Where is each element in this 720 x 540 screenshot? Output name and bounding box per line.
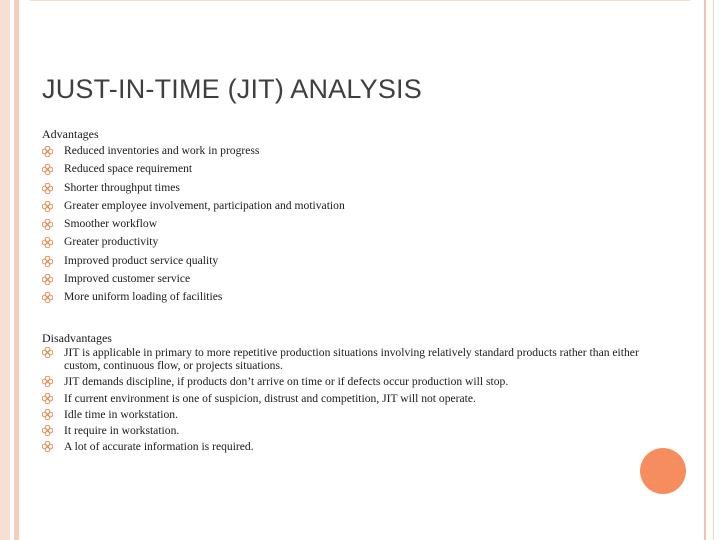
bullet-flower-icon [42,425,53,436]
advantage-item-text: Smoother workflow [64,217,158,231]
advantage-item [42,215,642,233]
advantages-list [42,142,642,307]
disadvantage-item [42,392,642,405]
disadvantage-item-text: It require in workstation. [64,424,180,438]
bullet-flower-icon [42,409,53,420]
disadvantage-item-text: A lot of accurate information is required. [64,440,254,454]
bullet-flower-icon [42,347,53,358]
advantage-item [42,142,642,160]
left-decor-stripe-thin [14,0,19,540]
bullet-flower-icon [42,201,53,212]
advantage-item [42,197,642,215]
advantage-item-text: Greater productivity [64,235,159,249]
right-frame-line-outer [713,0,714,540]
bullet-flower-icon [42,256,53,267]
top-frame-line [30,0,690,1]
advantage-item-text: Improved customer service [64,272,191,286]
advantage-item-text: Shorter throughput times [64,180,180,194]
bullet-flower-icon [42,146,53,157]
bullet-flower-icon [42,441,53,452]
left-decor-stripe [0,0,10,540]
disadvantages-heading: Disadvantages [42,331,112,345]
disadvantage-item [42,375,642,388]
bullet-flower-icon [42,164,53,175]
bullet-flower-icon [42,219,53,230]
advantage-item-text: Reduced inventories and work in progress [64,144,260,157]
advantage-item [42,233,642,251]
bullet-flower-icon [42,376,53,387]
advantage-item [42,252,642,270]
advantage-item-text: Reduced space requirement [64,162,193,176]
disadvantage-item-text: JIT demands discipline, if products don’t arrive on time or if defects occur production will stop. [64,375,509,389]
advantages-heading: Advantages [42,127,99,141]
right-frame-line [704,0,706,540]
disadvantage-item-text: Idle time in workstation. [64,407,178,421]
disadvantages-list [42,346,642,453]
disadvantage-item-text: If current environment is one of suspicion, distrust and competition, JIT will not operate. [64,391,476,405]
advantage-item [42,179,642,197]
disadvantage-item [42,424,642,437]
bullet-flower-icon [42,292,53,303]
advantages-section [42,127,642,307]
advantage-item [42,288,642,306]
bullet-flower-icon [42,274,53,285]
disadvantage-item [42,408,642,421]
bullet-flower-icon [42,183,53,194]
bullet-flower-icon [42,393,53,404]
advantage-item [42,270,642,288]
advantage-item-text: Improved product service quality [64,253,219,267]
slide-title: JUST-IN-TIME (JIT) ANALYSIS [42,74,422,104]
disadvantage-item [42,346,642,372]
decorative-circle [640,448,686,494]
bullet-flower-icon [42,237,53,248]
disadvantages-section [42,331,642,457]
disadvantage-item-text: JIT is applicable in primary to more repetitive production situations involving relatively standard products rather than either custom, continuous flow, or projects situations. [64,346,639,372]
advantage-item [42,160,642,178]
advantage-item-text: More uniform loading of facilities [64,290,223,304]
disadvantage-item [42,440,642,453]
advantage-item-text: Greater employee involvement, participation and motivation [64,198,345,212]
